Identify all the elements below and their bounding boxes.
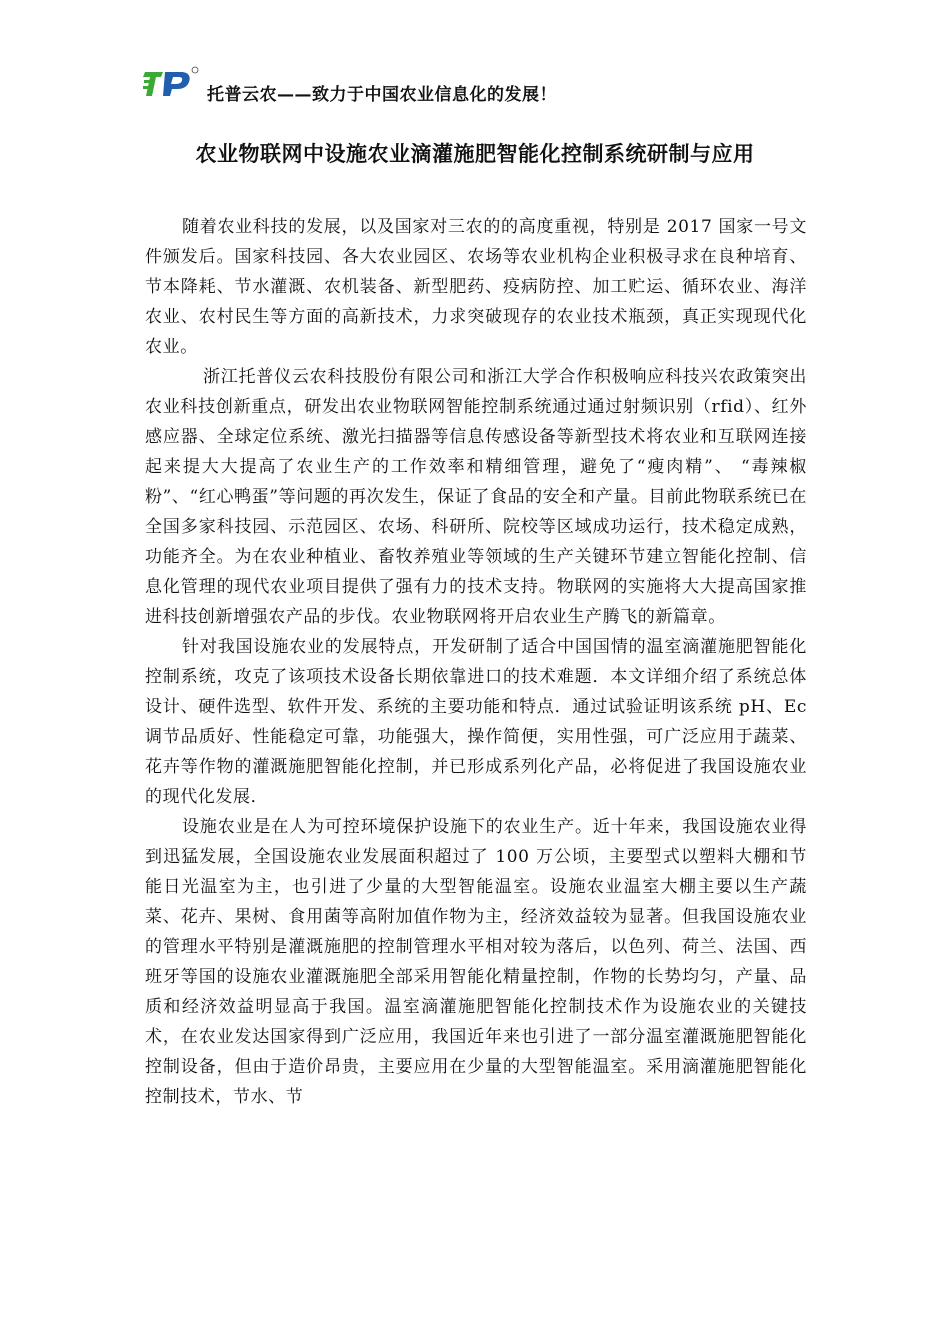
paragraph-3: 针对我国设施农业的发展特点，开发研制了适合中国国情的温室滴灌施肥智能化控制系统，攻克了该项技术设备长期依靠进口的技术难题．本文详细介绍了系统总体设计、硬件选型、软件开发、系统的主要功能和特点．通过试验证明该系统 pH、Ec 调节品质好、性能稳定可靠，功能强大，操作简便，实用性强，可广泛应用于蔬菜、花卉等作物的灌溉施肥智能化控制，并已形成系列化产品，必将促进了我国设施农业的现代化发展． — [145, 637, 807, 807]
company-tagline: 托普云农——致力于中国农业信息化的发展！ — [207, 85, 557, 105]
page-header — [143, 66, 843, 106]
paragraph-2: 浙江托普仪云农科技股份有限公司和浙江大学合作积极响应科技兴农政策突出农业科技创新重点，研发出农业物联网智能控制系统通过通过射频识别（rfid）、红外感应器、全球定位系统、激光扫描器等信息传感设备等新型技术将农业和互联网连接起来提大大提高了农业生产的工作效率和精细管理，避免了“瘦肉精”、 “毒辣椒粉”、“红心鸭蛋”等问题的再次发生，保证了食品的安全和产量。目前此物联系统已在全国多家科技园、示范园区、农场、科研所、院校等区域成功运行，技术稳定成熟，功能齐全。为在农业种植业、畜牧养殖业等领域的生产关键环节建立智能化控制、信息化管理的现代农业项目提供了强有力的技术支持。物联网的实施将大大提高国家推进科技创新增强农产品的步伐。农业物联网将开启农业生产腾飞的新篇章。 — [145, 367, 807, 627]
document-body — [145, 212, 807, 1112]
paragraph-1: 随着农业科技的发展，以及国家对三农的的高度重视，特别是 2017 国家一号文件颁发后。国家科技园、各大农业园区、农场等农业机构企业积极寻求在良种培育、节本降耗、节水灌溉、农机装备、新型肥药、疫病防控、加工贮运、循环农业、海洋农业、农村民生等方面的高新技术，力求突破现存的农业技术瓶颈，真正实现现代化农业。 — [145, 217, 807, 357]
document-title: 农业物联网中设施农业滴灌施肥智能化控制系统研制与应用 — [195, 142, 755, 166]
company-logo — [143, 66, 199, 102]
paragraph-4: 设施农业是在人为可控环境保护设施下的农业生产。近十年来，我国设施农业得到迅猛发展，全国设施农业发展面积超过了 100 万公顷，主要型式以塑料大棚和节能日光温室为主，也引进了少量的大型智能温室。设施农业温室大棚主要以生产蔬菜、花卉、果树、食用菌等高附加值作物为主，经济效益较为显著。但我国设施农业的管理水平特别是灌溉施肥的控制管理水平相对较为落后，以色列、荷兰、法国、西班牙等国的设施农业灌溉施肥全部采用智能化精量控制，作物的长势均匀，产量、品质和经济效益明显高于我国。温室滴灌施肥智能化控制技术作为设施农业的关键技术，在农业发达国家得到广泛应用，我国近年来也引进了一部分温室灌溉施肥智能化控制设备，但由于造价昂贵，主要应用在少量的大型智能温室。采用滴灌施肥智能化控制技术，节水、节 — [145, 817, 807, 1107]
